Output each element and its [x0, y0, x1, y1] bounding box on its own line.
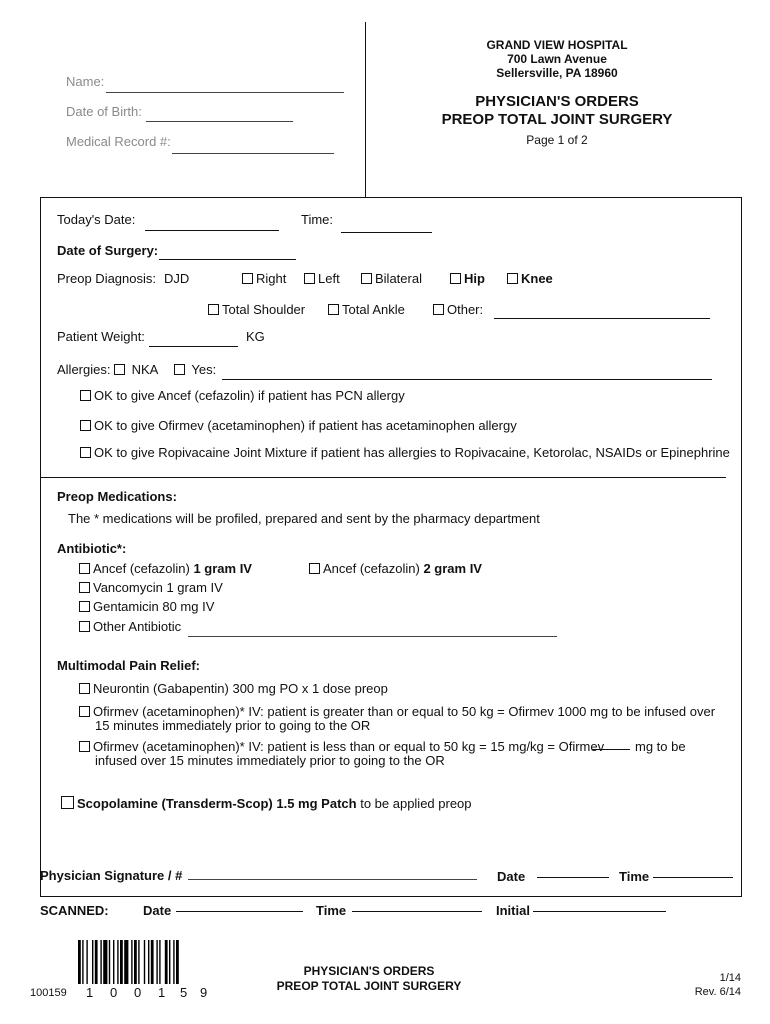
- physician-signature-field[interactable]: [188, 879, 477, 880]
- form-revision: Rev. 6/14: [694, 986, 741, 998]
- ok-ofirmev-label: OK to give Ofirmev (acetaminophen) if patient has acetaminophen allergy: [94, 418, 517, 433]
- option-total-ankle[interactable]: [328, 302, 405, 317]
- barcode-digit: 0: [110, 985, 118, 1000]
- ancef-2g-checkbox[interactable]: [309, 563, 320, 574]
- hip-checkbox[interactable]: [450, 273, 461, 284]
- bilateral-checkbox[interactable]: [361, 273, 372, 284]
- physician-signature-label: Physician Signature / #: [40, 868, 183, 883]
- dob-field[interactable]: [146, 121, 293, 122]
- barcode-bar: [124, 940, 128, 984]
- barcode-digit: 9: [200, 985, 208, 1000]
- ok-ropivacaine-checkbox[interactable]: [80, 447, 91, 458]
- barcode-bar: [131, 940, 132, 984]
- form-title-2: PREOP TOTAL JOINT SURGERY: [441, 111, 673, 128]
- ofirmev-under-50-line2: infused over 15 minutes immediately prior to going to the OR: [95, 753, 445, 768]
- option-other-label: Other:: [447, 302, 484, 317]
- scanned-date-field[interactable]: [176, 911, 303, 912]
- ofirmev-under-50-order[interactable]: [79, 739, 604, 754]
- barcode-digit: 1: [86, 985, 94, 1000]
- footer-title-2: PREOP TOTAL JOINT SURGERY: [276, 979, 462, 993]
- patient-weight-field[interactable]: [149, 346, 238, 347]
- weight-unit: KG: [246, 329, 265, 344]
- signature-time-field[interactable]: [653, 877, 733, 878]
- barcode-bar: [100, 940, 101, 984]
- scanned-time-field[interactable]: [352, 911, 482, 912]
- other-antibiotic-order[interactable]: [79, 619, 181, 634]
- ancef-2g-label: Ancef (cefazolin): [323, 561, 420, 576]
- allergies-yes-field[interactable]: [222, 379, 712, 380]
- option-nka-label: NKA: [131, 362, 159, 377]
- scanned-time-label: Time: [316, 903, 347, 918]
- option-total-shoulder-label: Total Shoulder: [222, 302, 306, 317]
- vancomycin-checkbox[interactable]: [79, 582, 90, 593]
- header-divider: [365, 22, 366, 198]
- barcode-bar: [117, 940, 118, 984]
- barcode-bar: [176, 940, 179, 984]
- allergies-label: Allergies:: [57, 362, 111, 377]
- time-label: Time:: [301, 212, 334, 227]
- option-nka[interactable]: [114, 362, 158, 377]
- barcode-bar: [165, 940, 168, 984]
- antibiotic-heading: Antibiotic*:: [57, 541, 127, 556]
- hospital-name: GRAND VIEW HOSPITAL: [486, 38, 628, 52]
- scopolamine-checkbox[interactable]: [61, 796, 74, 809]
- preop-diagnosis-label: Preop Diagnosis:: [57, 271, 156, 286]
- option-left[interactable]: [304, 271, 340, 286]
- pain-relief-heading: Multimodal Pain Relief:: [57, 658, 201, 673]
- option-left-label: Left: [318, 271, 340, 286]
- ok-ofirmev-order[interactable]: [80, 418, 517, 433]
- ok-ancef-checkbox[interactable]: [80, 390, 91, 401]
- name-label: Name:: [66, 74, 105, 89]
- signature-date-field[interactable]: [537, 877, 609, 878]
- mrn-label: Medical Record #:: [66, 134, 171, 149]
- nka-checkbox[interactable]: [114, 364, 125, 375]
- patient-weight-label: Patient Weight:: [57, 329, 145, 344]
- option-total-ankle-label: Total Ankle: [342, 302, 405, 317]
- barcode-bar: [82, 940, 83, 984]
- ancef-2g-dose: 2 gram IV: [423, 561, 482, 576]
- barcode-digit: 1: [158, 985, 166, 1000]
- scanned-date-label: Date: [143, 903, 172, 918]
- other-diagnosis-field[interactable]: [494, 318, 710, 319]
- knee-checkbox[interactable]: [507, 273, 518, 284]
- barcode-bar: [103, 940, 107, 984]
- total-shoulder-checkbox[interactable]: [208, 304, 219, 315]
- preop-medications-heading: Preop Medications:: [57, 489, 177, 504]
- todays-date-field[interactable]: [145, 230, 279, 231]
- mrn-field[interactable]: [172, 153, 334, 154]
- barcode-bar: [159, 940, 160, 984]
- ofirmev-over-50-line2: 15 minutes immediately prior to going to the OR: [95, 718, 371, 733]
- barcode-digit: 0: [134, 985, 142, 1000]
- form-version: 1/14: [719, 972, 741, 984]
- option-bilateral[interactable]: [361, 271, 422, 286]
- barcode-bar: [144, 940, 145, 984]
- ofirmev-under-50-checkbox[interactable]: [79, 741, 90, 752]
- option-total-shoulder[interactable]: [208, 302, 305, 317]
- time-field[interactable]: [341, 232, 432, 233]
- ofirmev-over-50-line1: Ofirmev (acetaminophen)* IV: patient is greater than or equal to 50 kg = Ofirmev 1000 mg to be infused over: [93, 704, 716, 719]
- signature-date-label: Date: [497, 869, 526, 884]
- gentamicin-checkbox[interactable]: [79, 601, 90, 612]
- barcode-bar: [120, 940, 123, 984]
- barcode-bar: [134, 940, 137, 984]
- todays-date-label: Today's Date:: [57, 212, 136, 227]
- vancomycin-label: Vancomycin 1 gram IV: [93, 580, 223, 595]
- total-ankle-checkbox[interactable]: [328, 304, 339, 315]
- date-of-surgery-label: Date of Surgery:: [57, 243, 159, 258]
- barcode-bar: [156, 940, 157, 984]
- other-antibiotic-field[interactable]: [188, 636, 557, 637]
- barcode-bar: [151, 940, 154, 984]
- ok-ancef-label: OK to give Ancef (cefazolin) if patient has PCN allergy: [94, 388, 405, 403]
- ofirmev-under-50-line1: Ofirmev (acetaminophen)* IV: patient is less than or equal to 50 kg = 15 mg/kg = Ofirmev: [93, 739, 605, 754]
- left-checkbox[interactable]: [304, 273, 315, 284]
- option-bilateral-label: Bilateral: [375, 271, 422, 286]
- barcode-bar: [95, 940, 98, 984]
- option-right[interactable]: [242, 271, 286, 286]
- gentamicin-label: Gentamicin 80 mg IV: [93, 599, 215, 614]
- ok-ropivacaine-label: OK to give Ropivacaine Joint Mixture if patient has allergies to Ropivacaine, Ketorolac, NSAIDs or Epinephrine: [94, 445, 730, 460]
- dob-label: Date of Birth:: [66, 104, 142, 119]
- option-hip-label: Hip: [464, 271, 485, 286]
- ofirmev-dose-suffix: mg to be: [635, 739, 686, 754]
- page-number: Page 1 of 2: [526, 133, 588, 147]
- right-checkbox[interactable]: [242, 273, 253, 284]
- neurontin-checkbox[interactable]: [79, 683, 90, 694]
- barcode-bar: [148, 940, 149, 984]
- barcode-bar: [109, 940, 110, 984]
- other-checkbox[interactable]: [433, 304, 444, 315]
- barcode-image: [78, 940, 210, 988]
- hospital-address-1: 700 Lawn Avenue: [507, 52, 607, 66]
- ofirmev-over-50-checkbox[interactable]: [79, 706, 90, 717]
- ancef-1g-order[interactable]: [79, 561, 252, 576]
- ok-ancef-order[interactable]: [80, 388, 405, 403]
- option-other[interactable]: [433, 302, 483, 317]
- barcode-bar: [86, 940, 87, 984]
- yes-checkbox[interactable]: [174, 364, 185, 375]
- name-field[interactable]: [106, 92, 344, 93]
- ofirmev-over-50-order[interactable]: [79, 704, 715, 719]
- ancef-2g-order[interactable]: [309, 561, 482, 576]
- barcode-bar: [92, 940, 93, 984]
- barcode-bar: [173, 940, 174, 984]
- vancomycin-order[interactable]: [79, 580, 223, 595]
- hospital-address-2: Sellersville, PA 18960: [496, 66, 618, 80]
- ancef-1g-checkbox[interactable]: [79, 563, 90, 574]
- ancef-1g-label: Ancef (cefazolin): [93, 561, 190, 576]
- footer-title-1: PHYSICIAN'S ORDERS: [303, 964, 435, 978]
- option-knee-label: Knee: [521, 271, 553, 286]
- gentamicin-order[interactable]: [79, 599, 214, 614]
- barcode-bar: [78, 940, 81, 984]
- scopolamine-instruction: to be applied preop: [360, 796, 472, 811]
- ok-ropivacaine-order[interactable]: [80, 445, 730, 460]
- option-right-label: Right: [256, 271, 287, 286]
- neurontin-label: Neurontin (Gabapentin) 300 mg PO x 1 dose preop: [93, 681, 388, 696]
- scopolamine-label: Scopolamine (Transderm-Scop) 1.5 mg Patch: [77, 796, 357, 811]
- section-divider: [40, 477, 726, 478]
- ofirmev-dose-field[interactable]: [592, 749, 630, 750]
- preop-diagnosis-value: DJD: [164, 271, 190, 286]
- other-antibiotic-checkbox[interactable]: [79, 621, 90, 632]
- pharmacy-note: The * medications will be profiled, prepared and sent by the pharmacy department: [68, 511, 540, 526]
- date-of-surgery-field[interactable]: [159, 259, 296, 260]
- ancef-1g-dose: 1 gram IV: [193, 561, 252, 576]
- option-hip[interactable]: [450, 271, 485, 286]
- form-number: 100159: [30, 987, 67, 999]
- scanned-initial-field[interactable]: [533, 911, 666, 912]
- scanned-label: SCANNED:: [40, 903, 109, 918]
- barcode-bar: [169, 940, 170, 984]
- option-yes[interactable]: [174, 362, 216, 377]
- signature-time-label: Time: [619, 869, 650, 884]
- option-yes-label: Yes:: [191, 362, 217, 377]
- scanned-initial-label: Initial: [496, 903, 530, 918]
- scopolamine-order[interactable]: [61, 796, 472, 811]
- barcode-digit: 5: [180, 985, 188, 1000]
- neurontin-order[interactable]: [79, 681, 388, 696]
- barcode-bar: [113, 940, 114, 984]
- ok-ofirmev-checkbox[interactable]: [80, 420, 91, 431]
- other-antibiotic-label: Other Antibiotic: [93, 619, 182, 634]
- barcode-bar: [138, 940, 139, 984]
- option-knee[interactable]: [507, 271, 553, 286]
- form-title-1: PHYSICIAN'S ORDERS: [475, 93, 639, 110]
